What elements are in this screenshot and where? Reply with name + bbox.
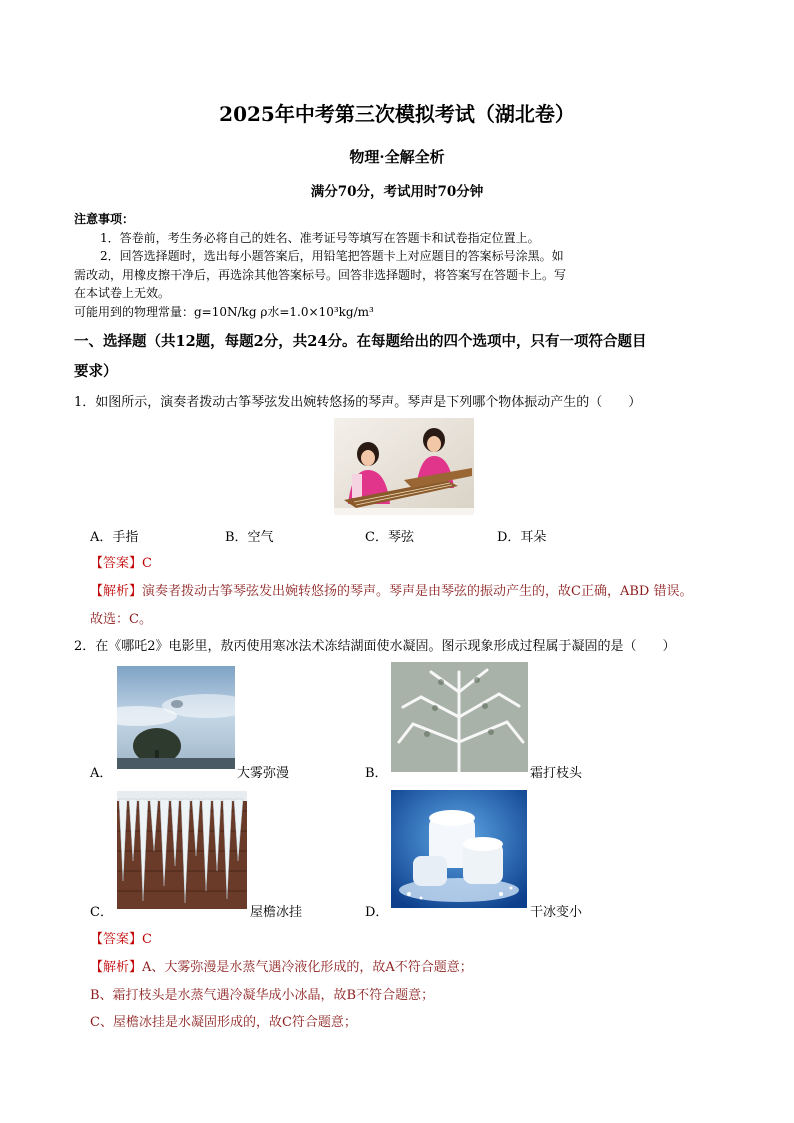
q1-option-a: A．手指 bbox=[90, 530, 139, 545]
fog-image bbox=[117, 666, 235, 769]
exam-subtitle: 物理·全解全析 bbox=[349, 148, 445, 166]
score-line: 满分70分，考试用时70分钟 bbox=[310, 184, 484, 200]
q1-option-c: C．琴弦 bbox=[365, 530, 414, 545]
q1-option-b: B．空气 bbox=[225, 530, 274, 545]
dry-ice-image bbox=[391, 790, 527, 908]
q1-answer: 【答案】C bbox=[90, 556, 152, 571]
guzheng-players-image bbox=[334, 418, 474, 515]
notes-constants: 可能用到的物理常量：g=10N/kg ρ水=1.0×10³kg/m³ bbox=[74, 304, 374, 319]
q2-option-c-letter: C． bbox=[90, 905, 113, 920]
q2-analysis-tag: 【解析】 bbox=[90, 960, 143, 975]
q2-option-b-letter: B． bbox=[365, 766, 388, 781]
q2-analysis-text-1: A、大雾弥漫是水蒸气遇冷液化形成的，故A不符合题意； bbox=[142, 960, 473, 975]
q2-stem: 2．在《哪吒2》电影里，敖丙使用寒冰法术冻结湖面使水凝固。图示现象形成过程属于凝固的是（ ） bbox=[74, 639, 676, 654]
notes-heading: 注意事项： bbox=[74, 212, 135, 226]
section-heading-line-2: 要求） bbox=[74, 363, 118, 380]
q2-option-d-letter: D． bbox=[365, 905, 389, 920]
q2-analysis-line-2: B、霜打枝头是水蒸气遇冷凝华成小冰晶，故B不符合题意； bbox=[90, 988, 435, 1003]
q2-option-b-caption: 霜打枝头 bbox=[530, 766, 583, 781]
notes-item-1: 1．答卷前，考生务必将自己的姓名、准考证号等填写在答题卡和试卷指定位置上。 bbox=[100, 230, 540, 245]
q2-option-a-caption: 大雾弥漫 bbox=[237, 766, 290, 781]
notes-item-2-line-3: 在本试卷上无效。 bbox=[74, 286, 171, 300]
q2-option-a-letter: A． bbox=[90, 766, 113, 781]
q1-conclusion: 故选：C。 bbox=[90, 612, 152, 627]
notes-block bbox=[74, 210, 566, 321]
q2-option-c-caption: 屋檐冰挂 bbox=[250, 905, 303, 920]
q1-analysis bbox=[90, 580, 692, 599]
frost-branch-image bbox=[391, 662, 528, 772]
q1-analysis-text: 演奏者拨动古筝琴弦发出婉转悠扬的琴声。琴声是由琴弦的振动产生的，故C正确，ABD 错误。 bbox=[142, 584, 693, 599]
q2-option-d-caption: 干冰变小 bbox=[530, 905, 583, 920]
icicles-image bbox=[117, 791, 247, 909]
q2-analysis-line-3: C、屋檐冰挂是水凝固形成的，故C符合题意； bbox=[90, 1015, 357, 1030]
section-heading-line-1: 一、选择题（共12题，每题2分，共24分。在每题给出的四个选项中，只有一项符合题目 bbox=[74, 333, 647, 350]
q2-answer: 【答案】C bbox=[90, 932, 152, 947]
q1-analysis-tag: 【解析】 bbox=[90, 584, 143, 599]
notes-item-2-line-2: 需改动，用橡皮擦干净后，再选涂其他答案标号。回答非选择题时，将答案写在答题卡上。写 bbox=[74, 267, 567, 282]
exam-title: 2025年中考第三次模拟考试（湖北卷） bbox=[219, 102, 575, 126]
q2-analysis-line-1 bbox=[90, 956, 473, 975]
q1-option-d: D．耳朵 bbox=[497, 530, 547, 545]
notes-item-2-line-1: 2．回答选择题时，选出每小题答案后，用铅笔把答题卡上对应题目的答案标号涂黑。如 bbox=[100, 249, 564, 263]
q1-stem: 1．如图所示，演奏者拨动古筝琴弦发出婉转悠扬的琴声。琴声是下列哪个物体振动产生的（ ） bbox=[74, 395, 642, 410]
